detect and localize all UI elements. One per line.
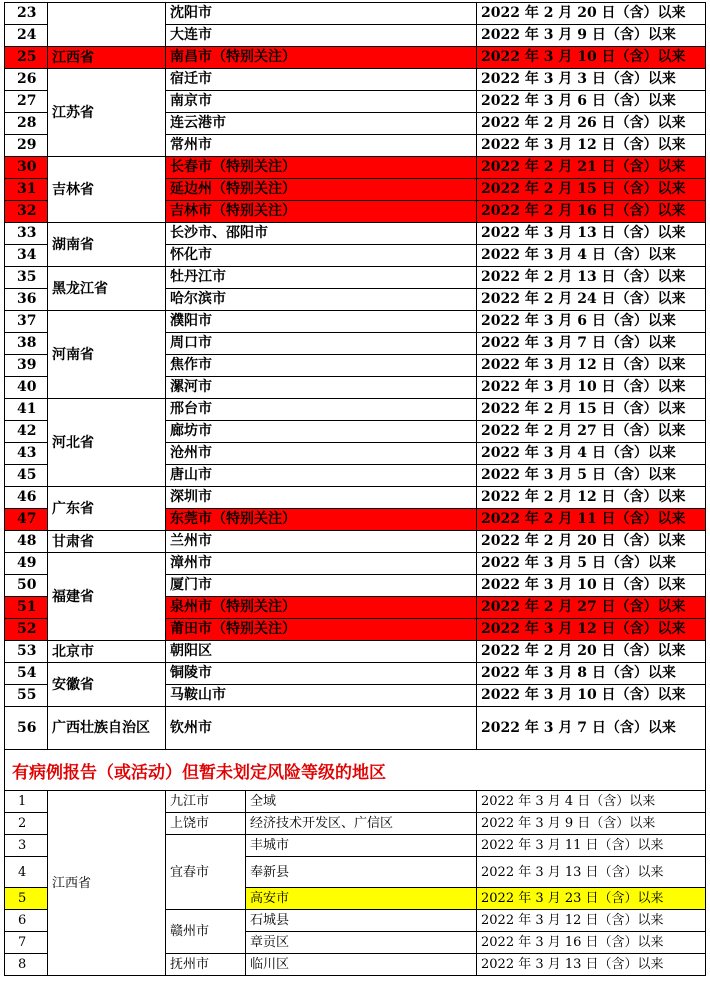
date-cell: 2022 年 2 月 20 日（含）以来 <box>477 641 706 663</box>
province-cell: 北京市 <box>48 641 166 663</box>
city-cell: 大连市 <box>166 25 477 47</box>
city-cell: 延边州（特别关注） <box>166 179 477 201</box>
province-cell: 江西省 <box>48 791 166 976</box>
table-row-special-attention <box>5 47 706 69</box>
city-cell: 钦州市 <box>166 707 477 750</box>
city-cell: 哈尔滨市 <box>166 289 477 311</box>
row-number: 39 <box>5 355 48 377</box>
row-number: 30 <box>5 157 48 179</box>
date-cell: 2022 年 2 月 21 日（含）以来 <box>477 157 706 179</box>
date-cell: 2022 年 3 月 10 日（含）以来 <box>477 575 706 597</box>
city-cell: 泉州市（特别关注） <box>166 597 477 619</box>
city-cell: 东莞市（特别关注） <box>166 509 477 531</box>
city-cell: 沧州市 <box>166 443 477 465</box>
city-cell: 九江市 <box>166 791 246 813</box>
row-number: 34 <box>5 245 48 267</box>
row-number: 48 <box>5 531 48 553</box>
city-cell: 濮阳市 <box>166 311 477 333</box>
row-number: 2 <box>5 813 48 835</box>
city-cell: 南京市 <box>166 91 477 113</box>
city-cell: 抚州市 <box>166 954 246 976</box>
unclassified-area-table <box>4 790 706 976</box>
row-number: 8 <box>5 954 48 976</box>
date-cell: 2022 年 3 月 9 日（含）以来 <box>477 813 706 835</box>
date-cell: 2022 年 2 月 15 日（含）以来 <box>477 179 706 201</box>
row-number: 49 <box>5 553 48 575</box>
table-row <box>5 553 706 575</box>
row-number: 32 <box>5 201 48 223</box>
province-cell: 江西省 <box>48 47 166 69</box>
row-number: 1 <box>5 791 48 813</box>
city-cell: 连云港市 <box>166 113 477 135</box>
city-cell: 上饶市 <box>166 813 246 835</box>
row-number: 40 <box>5 377 48 399</box>
row-number: 41 <box>5 399 48 421</box>
city-cell: 周口市 <box>166 333 477 355</box>
date-cell: 2022 年 3 月 5 日（含）以来 <box>477 465 706 487</box>
province-cell <box>48 3 166 47</box>
date-cell: 2022 年 2 月 13 日（含）以来 <box>477 267 706 289</box>
table-row <box>5 791 706 813</box>
row-number: 33 <box>5 223 48 245</box>
date-cell: 2022 年 2 月 27 日（含）以来 <box>477 597 706 619</box>
row-number: 36 <box>5 289 48 311</box>
table-row <box>5 531 706 553</box>
province-cell: 江苏省 <box>48 69 166 157</box>
province-cell: 甘肃省 <box>48 531 166 553</box>
province-cell: 河北省 <box>48 399 166 487</box>
city-cell: 长沙市、邵阳市 <box>166 223 477 245</box>
row-number: 38 <box>5 333 48 355</box>
row-number: 54 <box>5 663 48 685</box>
row-number: 24 <box>5 25 48 47</box>
district-cell: 全域 <box>246 791 477 813</box>
row-number: 53 <box>5 641 48 663</box>
date-cell: 2022 年 2 月 20 日（含）以来 <box>477 3 706 25</box>
district-cell: 临川区 <box>246 954 477 976</box>
date-cell: 2022 年 3 月 10 日（含）以来 <box>477 377 706 399</box>
date-cell: 2022 年 2 月 20 日（含）以来 <box>477 531 706 553</box>
row-number: 28 <box>5 113 48 135</box>
table-row <box>5 663 706 685</box>
row-number: 37 <box>5 311 48 333</box>
date-cell: 2022 年 3 月 3 日（含）以来 <box>477 69 706 91</box>
district-cell: 丰城市 <box>246 835 477 857</box>
date-cell: 2022 年 3 月 12 日（含）以来 <box>477 355 706 377</box>
province-cell: 黑龙江省 <box>48 267 166 311</box>
date-cell: 2022 年 3 月 12 日（含）以来 <box>477 910 706 932</box>
city-cell: 漳州市 <box>166 553 477 575</box>
city-cell: 南昌市（特别关注） <box>166 47 477 69</box>
city-cell: 朝阳区 <box>166 641 477 663</box>
date-cell: 2022 年 3 月 13 日（含）以来 <box>477 954 706 976</box>
date-cell: 2022 年 3 月 10 日（含）以来 <box>477 47 706 69</box>
date-cell: 2022 年 2 月 15 日（含）以来 <box>477 399 706 421</box>
province-cell: 吉林省 <box>48 157 166 223</box>
date-cell: 2022 年 3 月 4 日（含）以来 <box>477 791 706 813</box>
district-cell: 奉新县 <box>246 857 477 888</box>
row-number: 55 <box>5 685 48 707</box>
table-row-special-attention <box>5 157 706 179</box>
table-row <box>5 223 706 245</box>
row-number: 47 <box>5 509 48 531</box>
date-cell: 2022 年 3 月 4 日（含）以来 <box>477 443 706 465</box>
date-cell: 2022 年 3 月 12 日（含）以来 <box>477 135 706 157</box>
row-number: 43 <box>5 443 48 465</box>
district-cell: 石城县 <box>246 910 477 932</box>
date-cell: 2022 年 3 月 5 日（含）以来 <box>477 553 706 575</box>
row-number: 45 <box>5 465 48 487</box>
row-number: 23 <box>5 3 48 25</box>
date-cell: 2022 年 2 月 26 日（含）以来 <box>477 113 706 135</box>
city-cell: 焦作市 <box>166 355 477 377</box>
row-number: 46 <box>5 487 48 509</box>
row-number: 5 <box>5 888 48 910</box>
city-cell: 怀化市 <box>166 245 477 267</box>
date-cell: 2022 年 3 月 6 日（含）以来 <box>477 311 706 333</box>
city-cell: 宿迁市 <box>166 69 477 91</box>
date-cell: 2022 年 3 月 8 日（含）以来 <box>477 663 706 685</box>
province-cell: 河南省 <box>48 311 166 399</box>
risk-area-table <box>4 2 706 750</box>
city-cell: 吉林市（特别关注） <box>166 201 477 223</box>
city-cell: 莆田市（特别关注） <box>166 619 477 641</box>
province-cell: 湖南省 <box>48 223 166 267</box>
date-cell: 2022 年 3 月 13 日（含）以来 <box>477 223 706 245</box>
city-cell: 赣州市 <box>166 910 246 954</box>
province-cell: 广西壮族自治区 <box>48 707 166 750</box>
date-cell: 2022 年 3 月 6 日（含）以来 <box>477 91 706 113</box>
district-cell: 章贡区 <box>246 932 477 954</box>
date-cell: 2022 年 2 月 24 日（含）以来 <box>477 289 706 311</box>
table-row <box>5 3 706 25</box>
date-cell: 2022 年 3 月 16 日（含）以来 <box>477 932 706 954</box>
row-number: 7 <box>5 932 48 954</box>
document-page <box>4 0 706 982</box>
row-number: 35 <box>5 267 48 289</box>
city-cell: 常州市 <box>166 135 477 157</box>
date-cell: 2022 年 3 月 12 日（含）以来 <box>477 619 706 641</box>
date-cell: 2022 年 3 月 7 日（含）以来 <box>477 333 706 355</box>
row-number: 25 <box>5 47 48 69</box>
city-cell: 厦门市 <box>166 575 477 597</box>
table-row <box>5 641 706 663</box>
row-number: 4 <box>5 857 48 888</box>
city-cell: 铜陵市 <box>166 663 477 685</box>
table-row <box>5 399 706 421</box>
table-row <box>5 311 706 333</box>
city-cell: 漯河市 <box>166 377 477 399</box>
date-cell: 2022 年 3 月 4 日（含）以来 <box>477 245 706 267</box>
city-cell: 沈阳市 <box>166 3 477 25</box>
city-cell: 兰州市 <box>166 531 477 553</box>
city-cell: 唐山市 <box>166 465 477 487</box>
date-cell: 2022 年 2 月 16 日（含）以来 <box>477 201 706 223</box>
date-cell: 2022 年 3 月 13 日（含）以来 <box>477 857 706 888</box>
date-cell: 2022 年 3 月 10 日（含）以来 <box>477 685 706 707</box>
row-number: 6 <box>5 910 48 932</box>
row-number: 51 <box>5 597 48 619</box>
date-cell: 2022 年 2 月 12 日（含）以来 <box>477 487 706 509</box>
city-cell: 马鞍山市 <box>166 685 477 707</box>
table-row <box>5 267 706 289</box>
section-heading: 有病例报告（或活动）但暂未划定风险等级的地区 <box>12 763 386 783</box>
city-cell: 宜春市 <box>166 835 246 910</box>
row-number: 42 <box>5 421 48 443</box>
city-cell: 廊坊市 <box>166 421 477 443</box>
table-row <box>5 707 706 750</box>
row-number: 3 <box>5 835 48 857</box>
city-cell: 邢台市 <box>166 399 477 421</box>
table-row <box>5 69 706 91</box>
date-cell: 2022 年 3 月 9 日（含）以来 <box>477 25 706 47</box>
province-cell: 安徽省 <box>48 663 166 707</box>
date-cell: 2022 年 3 月 7 日（含）以来 <box>477 707 706 750</box>
row-number: 27 <box>5 91 48 113</box>
city-cell: 深圳市 <box>166 487 477 509</box>
row-number: 52 <box>5 619 48 641</box>
city-cell: 牡丹江市 <box>166 267 477 289</box>
row-number: 26 <box>5 69 48 91</box>
date-cell: 2022 年 3 月 11 日（含）以来 <box>477 835 706 857</box>
date-cell: 2022 年 2 月 11 日（含）以来 <box>477 509 706 531</box>
date-cell: 2022 年 2 月 27 日（含）以来 <box>477 421 706 443</box>
row-number: 31 <box>5 179 48 201</box>
district-cell: 经济技术开发区、广信区 <box>246 813 477 835</box>
row-number: 29 <box>5 135 48 157</box>
row-number: 50 <box>5 575 48 597</box>
province-cell: 广东省 <box>48 487 166 531</box>
district-cell: 高安市 <box>246 888 477 910</box>
table-row <box>5 487 706 509</box>
row-number: 56 <box>5 707 48 750</box>
city-cell: 长春市（特别关注） <box>166 157 477 179</box>
province-cell: 福建省 <box>48 553 166 641</box>
date-cell: 2022 年 3 月 23 日（含）以来 <box>477 888 706 910</box>
